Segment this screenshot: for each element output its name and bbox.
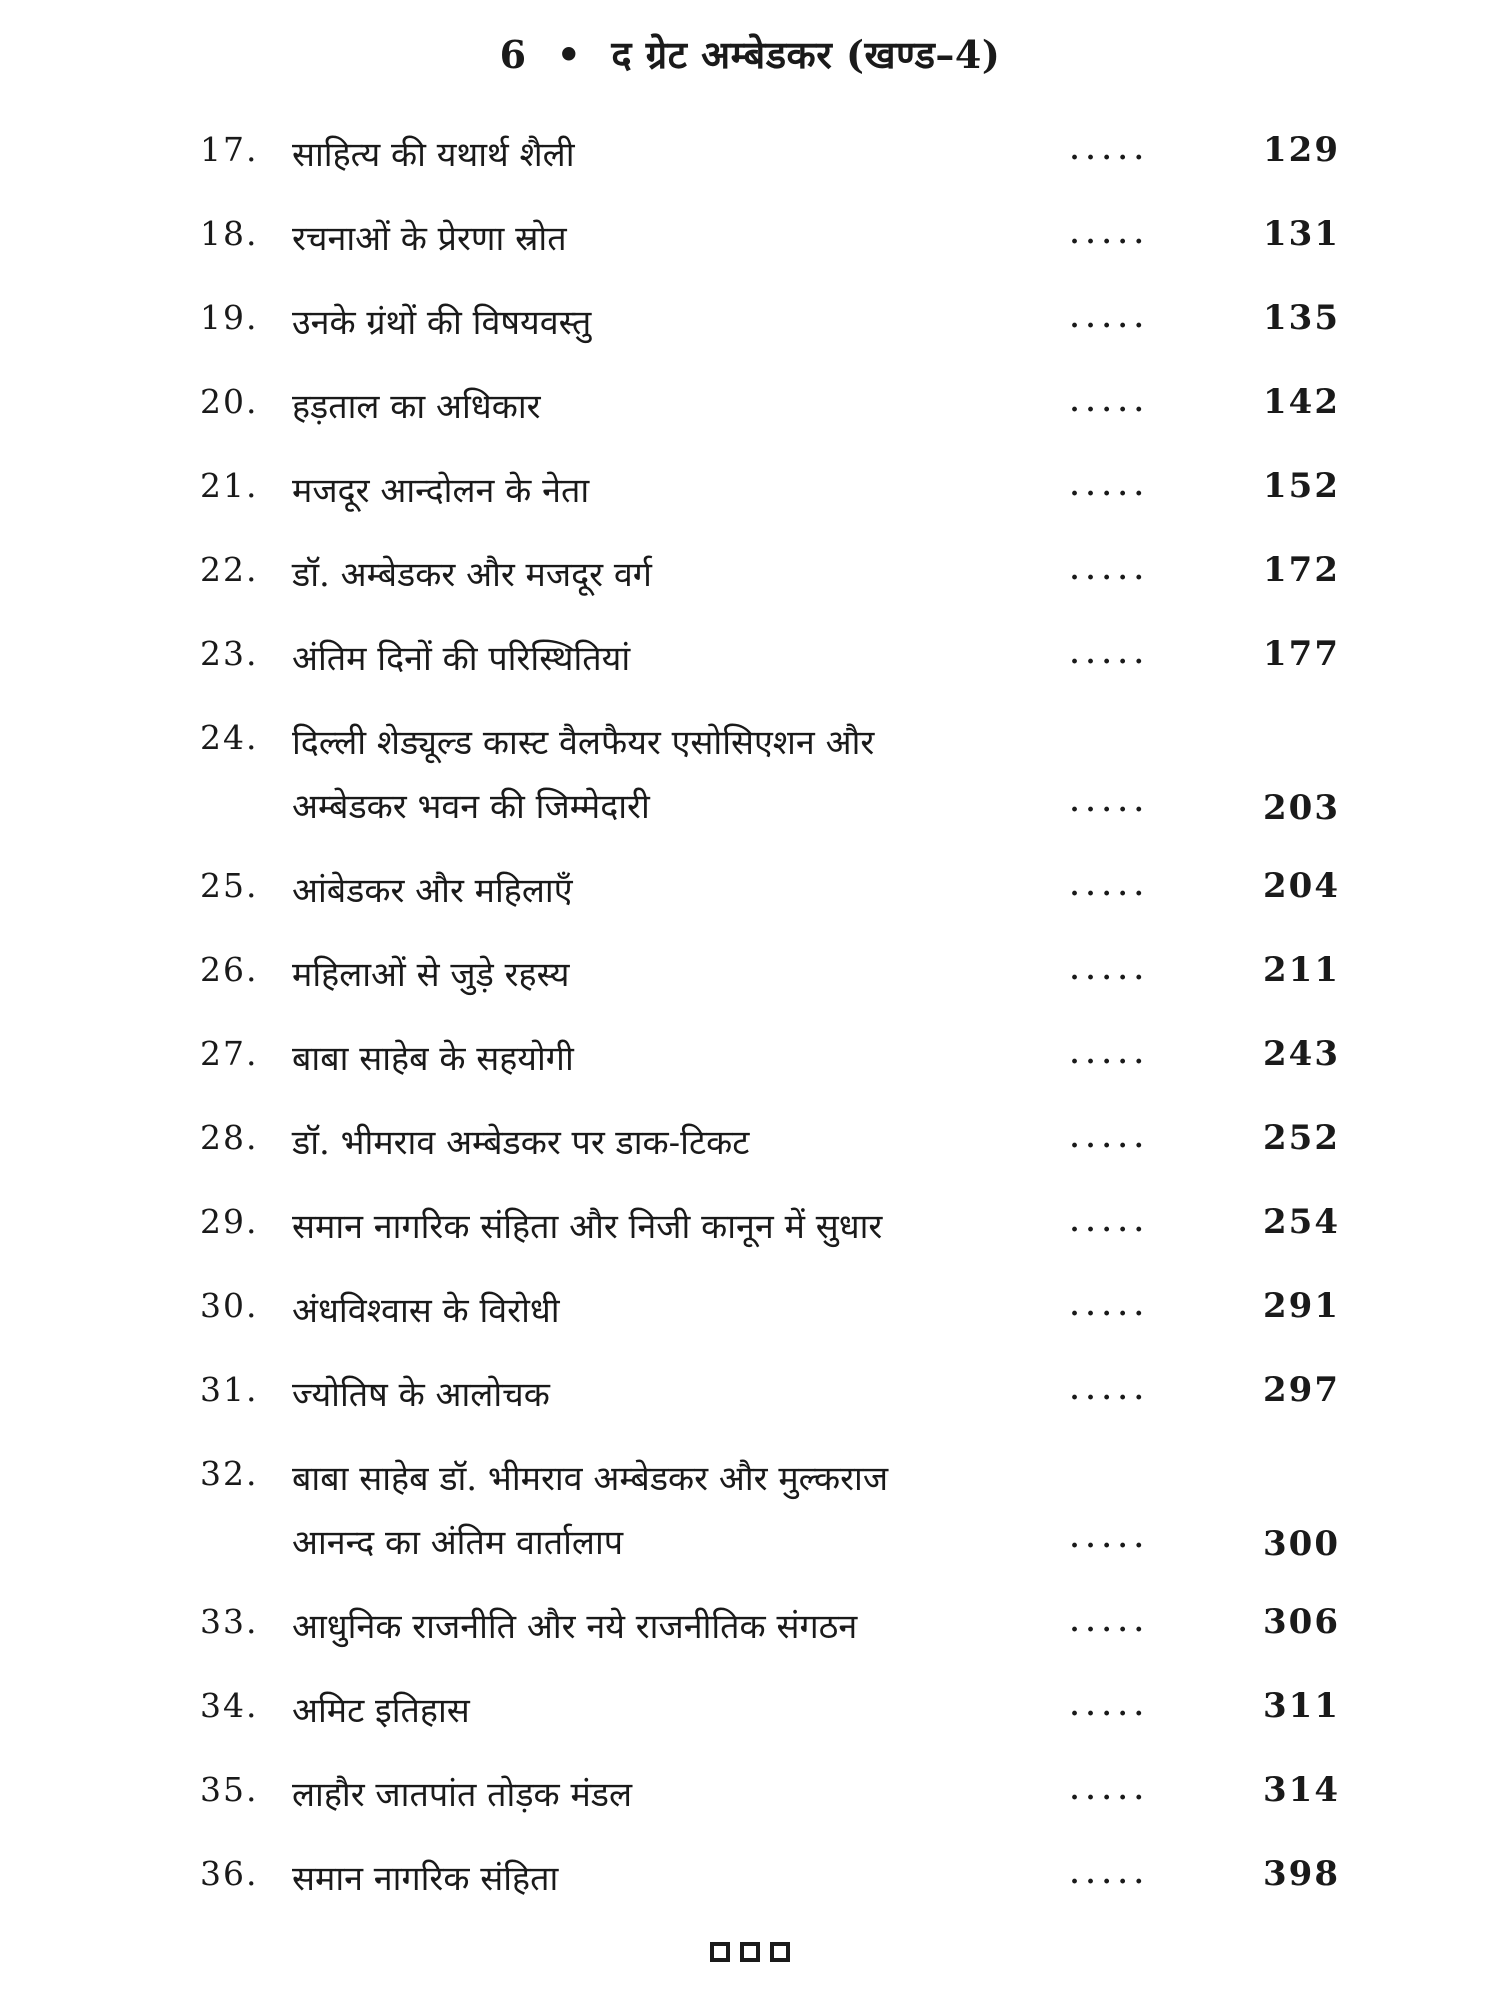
- toc-entry-page: 204: [1263, 866, 1340, 906]
- toc-entry: [0, 454, 1500, 538]
- toc-entry-number: 26.: [200, 950, 259, 989]
- end-mark: [0, 1942, 1500, 1966]
- toc-leader-dots: .....: [1070, 1776, 1151, 1806]
- toc-entry-page: 135: [1263, 298, 1340, 338]
- toc-entry-number: 27.: [200, 1034, 259, 1073]
- toc-leader-dots: .....: [1070, 1860, 1151, 1890]
- end-box-icon: [710, 1942, 730, 1962]
- toc-entry-title: दिल्ली शेड्यूल्ड कास्ट वैलफैयर एसोसिएशन और: [292, 723, 875, 763]
- toc-entry-title: रचनाओं के प्रेरणा स्रोत: [292, 219, 567, 259]
- toc-entry-title: साहित्य की यथार्थ शैली: [292, 135, 575, 175]
- toc-entry: [0, 1106, 1500, 1190]
- toc-entry-page: 398: [1263, 1854, 1340, 1894]
- book-title: द ग्रेट अम्बेडकर (खण्ड–4): [611, 32, 1001, 77]
- toc-entry-title: उनके ग्रंथों की विषयवस्तु: [292, 303, 592, 343]
- toc-entry-title: महिलाओं से जुड़े रहस्य: [292, 955, 570, 995]
- toc-leader-dots: .....: [1070, 1124, 1151, 1154]
- toc-entry-title: डॉ. भीमराव अम्बेडकर पर डाक-टिकट: [292, 1123, 750, 1163]
- toc-entry-number: 29.: [200, 1202, 259, 1241]
- toc-entry-title: बाबा साहेब डॉ. भीमराव अम्बेडकर और मुल्कराज: [292, 1459, 889, 1499]
- end-box-icon: [740, 1942, 760, 1962]
- toc-entry-title: मजदूर आन्दोलन के नेता: [292, 471, 590, 511]
- toc-leader-dots: .....: [1070, 956, 1151, 986]
- toc-leader-dots: .....: [1070, 136, 1151, 166]
- toc-entry-page: 306: [1263, 1602, 1340, 1642]
- toc-entry-page: 172: [1263, 550, 1340, 590]
- toc-entry: [0, 1022, 1500, 1106]
- toc-leader-dots: .....: [1070, 1292, 1151, 1322]
- toc-entry: [0, 202, 1500, 286]
- toc-entry: [0, 538, 1500, 622]
- toc-entry: [0, 370, 1500, 454]
- toc-entry-title: बाबा साहेब के सहयोगी: [292, 1039, 574, 1079]
- toc-entry-title: आंबेडकर और महिलाएँ: [292, 871, 573, 911]
- toc-leader-dots: .....: [1070, 388, 1151, 418]
- toc-leader-dots: .....: [1070, 556, 1151, 586]
- toc-entry-number: 22.: [200, 550, 259, 589]
- toc-leader-dots: .....: [1070, 1040, 1151, 1070]
- toc-entry-number: 30.: [200, 1286, 259, 1325]
- toc-entry-number: 33.: [200, 1602, 259, 1641]
- toc-entry-page: 311: [1263, 1686, 1340, 1726]
- toc-leader-dots: .....: [1070, 472, 1151, 502]
- header-bullet: •: [556, 32, 582, 77]
- page-number: 6: [499, 32, 527, 77]
- toc-entry-page: 314: [1263, 1770, 1340, 1810]
- toc-entry-number: 32.: [200, 1454, 259, 1493]
- toc-entry-page: 203: [1263, 788, 1340, 828]
- toc-leader-dots: .....: [1070, 1608, 1151, 1638]
- toc-entry: [0, 1758, 1500, 1842]
- toc-entry: [0, 1674, 1500, 1758]
- toc-entry-number: 18.: [200, 214, 259, 253]
- toc-entry-page: 211: [1263, 950, 1340, 990]
- toc-entry-page: 291: [1263, 1286, 1340, 1326]
- toc-entry-title: समान नागरिक संहिता: [292, 1859, 559, 1899]
- toc-entry-page: 152: [1263, 466, 1340, 506]
- toc-leader-dots: .....: [1070, 1524, 1151, 1554]
- toc-entry-title-continued: आनन्द का अंतिम वार्तालाप: [292, 1523, 624, 1563]
- toc-entry: [0, 854, 1500, 938]
- toc-leader-dots: .....: [1070, 1692, 1151, 1722]
- toc-leader-dots: .....: [1070, 220, 1151, 250]
- end-box-icon: [770, 1942, 790, 1962]
- toc-entry-number: 34.: [200, 1686, 259, 1725]
- toc-entry: [0, 1842, 1500, 1926]
- toc-entry-number: 21.: [200, 466, 259, 505]
- toc-leader-dots: .....: [1070, 872, 1151, 902]
- toc-entry-number: 20.: [200, 382, 259, 421]
- toc-entry-page: 300: [1263, 1524, 1340, 1564]
- toc-entry: [0, 938, 1500, 1022]
- toc-entry-title-continued: अम्बेडकर भवन की जिम्मेदारी: [292, 787, 650, 827]
- toc-entry: [0, 1274, 1500, 1358]
- toc-entry-page: 129: [1263, 130, 1340, 170]
- toc-entry-title: समान नागरिक संहिता और निजी कानून में सुधार: [292, 1207, 883, 1247]
- toc-entry-number: 23.: [200, 634, 259, 673]
- toc-leader-dots: .....: [1070, 1376, 1151, 1406]
- toc-entry: [0, 118, 1500, 202]
- toc-entry: [0, 1442, 1500, 1590]
- toc-leader-dots: .....: [1070, 1208, 1151, 1238]
- toc-entry-number: 25.: [200, 866, 259, 905]
- toc-entry: [0, 1190, 1500, 1274]
- toc-entry-title: लाहौर जातपांत तोड़क मंडल: [292, 1775, 633, 1815]
- toc-entry-number: 31.: [200, 1370, 259, 1409]
- toc-leader-dots: .....: [1070, 304, 1151, 334]
- toc-entry-page: 243: [1263, 1034, 1340, 1074]
- toc-entry-title: अंतिम दिनों की परिस्थितियां: [292, 639, 631, 679]
- toc-entry-number: 35.: [200, 1770, 259, 1809]
- toc-entry-number: 24.: [200, 718, 259, 757]
- toc-entry-title: आधुनिक राजनीति और नये राजनीतिक संगठन: [292, 1607, 858, 1647]
- toc-entry-page: 142: [1263, 382, 1340, 422]
- toc-entry-title: डॉ. अम्बेडकर और मजदूर वर्ग: [292, 555, 652, 595]
- toc-entry: [0, 286, 1500, 370]
- toc-entry-title: हड़ताल का अधिकार: [292, 387, 541, 427]
- running-header: [0, 28, 1500, 80]
- toc-entry: [0, 1358, 1500, 1442]
- toc-entry-page: 254: [1263, 1202, 1340, 1242]
- toc-entry: [0, 1590, 1500, 1674]
- toc-entry-title: ज्योतिष के आलोचक: [292, 1375, 550, 1415]
- toc-entry-page: 177: [1263, 634, 1340, 674]
- toc-entry: [0, 706, 1500, 854]
- toc-leader-dots: .....: [1070, 788, 1151, 818]
- toc-entry-page: 131: [1263, 214, 1340, 254]
- toc-leader-dots: .....: [1070, 640, 1151, 670]
- toc-entry-page: 252: [1263, 1118, 1340, 1158]
- toc-entry-title: अंधविश्वास के विरोधी: [292, 1291, 560, 1331]
- toc-entry: [0, 622, 1500, 706]
- toc-entry-page: 297: [1263, 1370, 1340, 1410]
- toc-entry-number: 19.: [200, 298, 259, 337]
- toc-entry-number: 17.: [200, 130, 259, 169]
- table-of-contents: [0, 118, 1500, 1926]
- toc-entry-title: अमिट इतिहास: [292, 1691, 470, 1731]
- toc-entry-number: 36.: [200, 1854, 259, 1893]
- toc-entry-number: 28.: [200, 1118, 259, 1157]
